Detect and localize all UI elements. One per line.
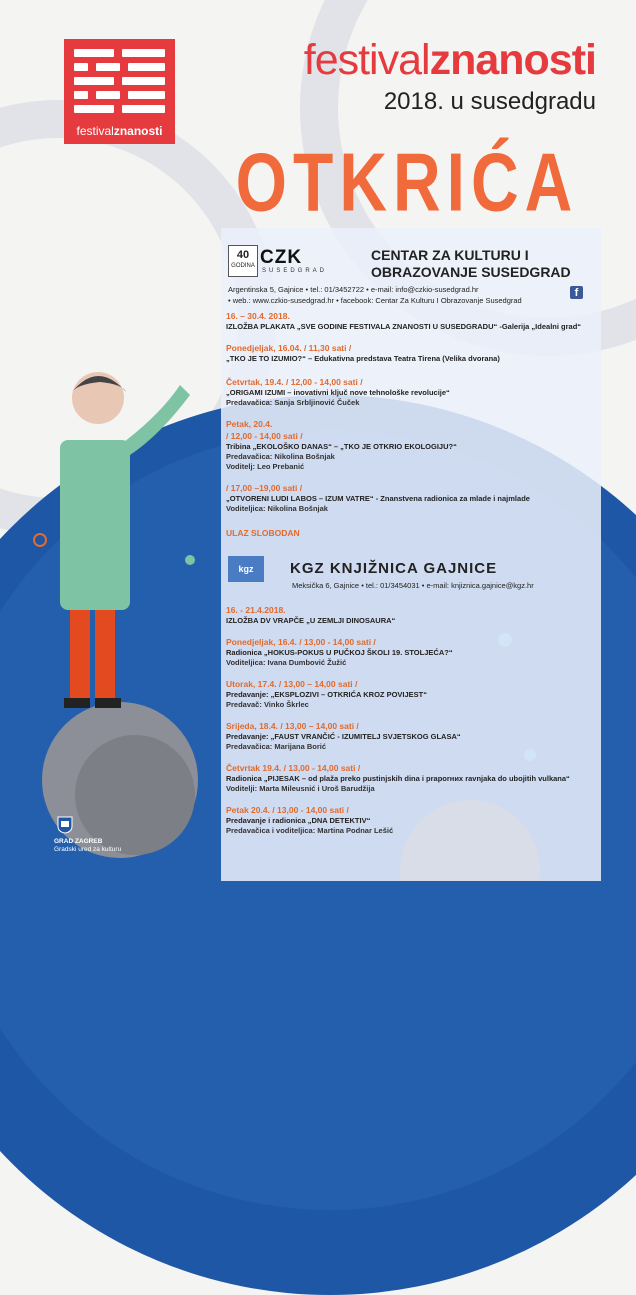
facebook-icon[interactable]: f xyxy=(570,286,583,299)
kgz-logo: kgz xyxy=(228,556,264,582)
czk-logo-sub: SUSEDGRAD xyxy=(262,268,328,274)
festival-subtitle: 2018. u susedgradu xyxy=(383,88,596,115)
city-shield-icon xyxy=(57,816,73,834)
library-name: KGZ KNJIŽNICA GAJNICE xyxy=(290,560,498,577)
free-entry-label: ULAZ SLOBODAN xyxy=(226,528,300,538)
small-planet-shadow xyxy=(75,735,195,855)
festival-title: festivalznanosti xyxy=(303,36,596,84)
event-item: Petak 20.4. / 13,00 - 14,00 sati / Predavanje i radionica „DNA DETEKTIV“ Predavačica i voditeljica: Martina Podnar Lešić xyxy=(226,805,394,835)
event-item: / 17,00 –19,00 sati / „OTVORENI LUDI LABOS – IZUM VATRE“ - Znanstvena radionica za mlade i najmlade Voditeljica: Nikolina Bošnjak xyxy=(226,483,530,513)
czk-logo: CZK xyxy=(260,247,303,268)
event-item: Utorak, 17.4. / 13,00 – 14,00 sati / Predavanje: „EKSPLOZIVI – OTKRIĆA KROZ POVIJEST“ Predavač: Vinko Škrlec xyxy=(226,679,428,709)
center-name: CENTAR ZA KULTURU I OBRAZOVANJE SUSEDGRAD xyxy=(371,247,571,280)
logo-text: festivalznanosti xyxy=(76,124,163,138)
event-item: Četvrtak, 19.4. / 12,00 - 14,00 sati / „ORIGAMI IZUMI – inovativni ključ nove tehnološke revolucije“ Predavačica: Sanja Srbljinović Čuček xyxy=(226,377,450,407)
event-item: Ponedjeljak, 16.04. / 11,30 sati / „TKO JE TO IZUMIO?“ – Edukativna predstava Teatra Tirena (Velika dvorana) xyxy=(226,343,500,363)
event-item: 16. – 30.4. 2018. IZLOŽBA PLAKATA „SVE GODINE FESTIVALA ZNANOSTI U SUSEDGRADU“ -Galerija „Idealni grad“ xyxy=(226,311,582,331)
library-address: Meksička 6, Gajnice • tel.: 01/3454031 • e-mail: knjiznica.gajnice@kgz.hr xyxy=(292,581,534,590)
person-figure xyxy=(60,372,190,708)
event-item: Ponedjeljak, 16.4. / 13,00 - 14,00 sati / Radionica „HOKUS-POKUS U PUČKOJ ŠKOLI 19. STOLJEĆA?“ Voditeljica: Ivana Dumbović Žužić xyxy=(226,637,453,667)
event-item: Četvrtak 19.4. / 13,00 - 14,00 sati / Radionica „PIJESAK – od plaža preko pustinjskih dina i praporних ravnjaka do ubojitih vulkana“ Voditelji: Marta Mileusnić i Uroš Barudžija xyxy=(226,763,570,793)
logo-bars-icon xyxy=(74,49,165,113)
event-item: Petak, 20.4. / 12,00 - 14,00 sati / Tribina „EKOLOŠKO DANAS“ – „TKO JE OTKRIO EKOLOGIJU?“ Predavačica: Nikolina Bošnjak Voditelj: Leo Prebanić xyxy=(226,419,457,471)
main-title: OTKRIĆA xyxy=(235,135,579,228)
event-item: 16. - 21.4.2018. IZLOŽBA DV VRAPČE „U ZEMLJI DINOSAURA“ xyxy=(226,605,396,625)
event-item: Srijeda, 18.4. / 13,00 – 14,00 sati / Predavanje: „FAUST VRANČIĆ - IZUMITELJ SVJETSKOG GLASA“ Predavačica: Marijana Borić xyxy=(226,721,461,751)
center-address: Argentinska 5, Gajnice • tel.: 01/3452722 • e-mail: info@czkio-susedgrad.hr • web.: www.czkio-susedgrad.hr • facebook: Centar Za Kulturu I Obrazovanje Susedgrad xyxy=(228,285,522,305)
festival-logo xyxy=(64,39,175,144)
anniversary-badge: 40 GODINA xyxy=(228,245,258,277)
sponsor-text: GRAD ZAGREB Gradski ured za kulturu xyxy=(54,838,122,853)
czk-logos xyxy=(228,245,358,275)
